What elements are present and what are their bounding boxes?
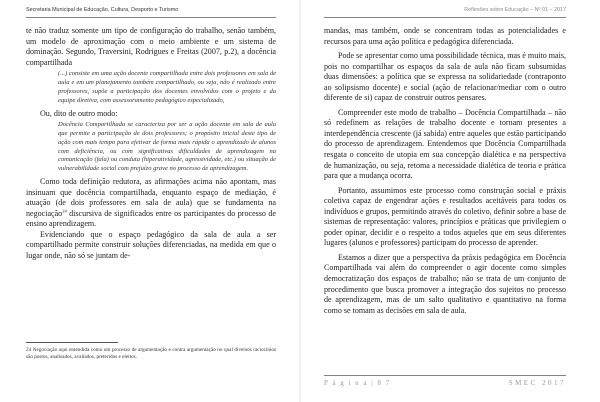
right-content (324, 26, 566, 316)
left-paragraph-2: Ou, dito de outro modo: (40, 108, 118, 118)
block-quote-1: (...) consiste em uma ação docente compartilhada entre dois professores em sala de aula e em um planejamento também compartilhado, ou seja, não é realizado entre professores, supõe a participação dos docentes envolvidos com o projeto e da equipe diretiva, com assessoramento pedagógico especializado, (58, 70, 276, 104)
right-paragraph-1: mandas, mas também, onde se concentram todas as potencialidades e recursos para uma ação política e pedagógica diferenciada. (324, 26, 566, 46)
page-number: P á g i n a | 8 7 (324, 379, 391, 387)
left-paragraph-3 (26, 177, 276, 230)
right-paragraph-2: Pode se apresentar como uma possibilidade técnica, mas é muito mais, pois no compartilhar os espaços da sala de aula não ficam subsumidas duas dimensões: a política que se expressa na solidariedade (contraponto ao solipsismo docente) e social (ação de relacionar/mediar com o outro diferente de si) capaz de construir outros pensares. (324, 51, 566, 103)
left-paragraph-3-tail: discursiva de significados entre os participantes do processo de ensino aprendizagem. (26, 208, 276, 229)
right-paragraph-4: Portanto, assumimos este processo como construção social e práxis coletiva capaz de engendrar ações e resultados aceitáveis para todos os indivíduos e grupos, permitindo através do coletivo, definir sobre a base de sistemas de representação: valores, princípios e práticas que privilegiem o poder opinar, decidir e o respeito a todos aqueles que em seus diferentes lugares (alunos e professores) participam do processo de aprender. (324, 185, 567, 248)
footer-title: SMEC 2017 (508, 379, 566, 387)
right-header: Reflexões sobre Educação – Nº 01 – 2017 (324, 3, 566, 18)
block-quote-2: Docência Compartilhada se caracteriza por ser a ação docente em sala de aula que permite a participação de dois professores; o propósito inicial deste tipo de ação com mais tempo para efetivar de forma mais rápida o aprendizado de alunos com deficiência, ou com significativas dificuldades de aprendizagem na comunicação (fala) ou conduta (hiperatividade, agressividade, etc.) ou situação de vulnerabilidade social com prejuízo grave no processo de aprendizagem. (58, 121, 276, 173)
right-paragraph-3: Compreender este modo de trabalho – Docência Compartilhada – não só redefinem as relações de trabalho docente e tornam presentes a interdependência crescente (já sabida) entre aqueles que estão participando do processo de aprendizagem. Entendemos que Docência Compartilhada resgata o conceito de utopia em sua concepção dialética e na perspectiva de humanização, ou seja, retoma a necessidade dialética de teoria e prática para que a mudança ocorra. (324, 107, 566, 181)
left-paragraph-3-text: Como toda definição redutora, as afirmações acima não apontam, mas insinuam que docência compartilhada, enquanto espaço de mediação, é atuação (de dois professores em sala de aula) que se fundamenta na negociação (26, 177, 276, 218)
left-paragraph-1: te não traduz somente um tipo de configuração do trabalho, senão também, um modelo de aproximação com o meio ambiente e um sistema de dominação. Segundo, Traversini, Rodrigues e Freitas (2007, p.2), a docência compartilhada (26, 26, 276, 67)
left-header: Secretaria Municipal de Educação, Cultura, Desporto e Turismo (26, 3, 276, 18)
left-paragraph-4: Evidenciando que o espaço pedagógico da sala de aula a ser compartilhado permite construir soluções diferenciadas, na medida em que o lugar onde, não só se juntam de- (26, 229, 276, 260)
left-content (26, 26, 276, 262)
right-page (300, 0, 600, 402)
right-paragraph-5: Estamos a dizer que a perspectiva da práxis pedagógica em Docência Compartilhada vai além do compreender o agir docente como simples democratização dos espaços de trabalho; não se trata de um conjunto de procedimento que busca promover a integração dos sujeitos no processo de aprendizagem, mas de um salto qualitativo e quantitativo na forma como se tomam as decisões em sala de aula. (324, 252, 566, 315)
footnote-rule (26, 342, 118, 343)
page-footer (324, 375, 566, 390)
footnote: 24 Negociação aqui entendida como um processo de argumentação e contra argumentação no qual diversos raciocínios são postos, analisados, avaliados, preteridos e eleitos. (26, 347, 276, 361)
footnote-reference: 24 (62, 208, 67, 214)
